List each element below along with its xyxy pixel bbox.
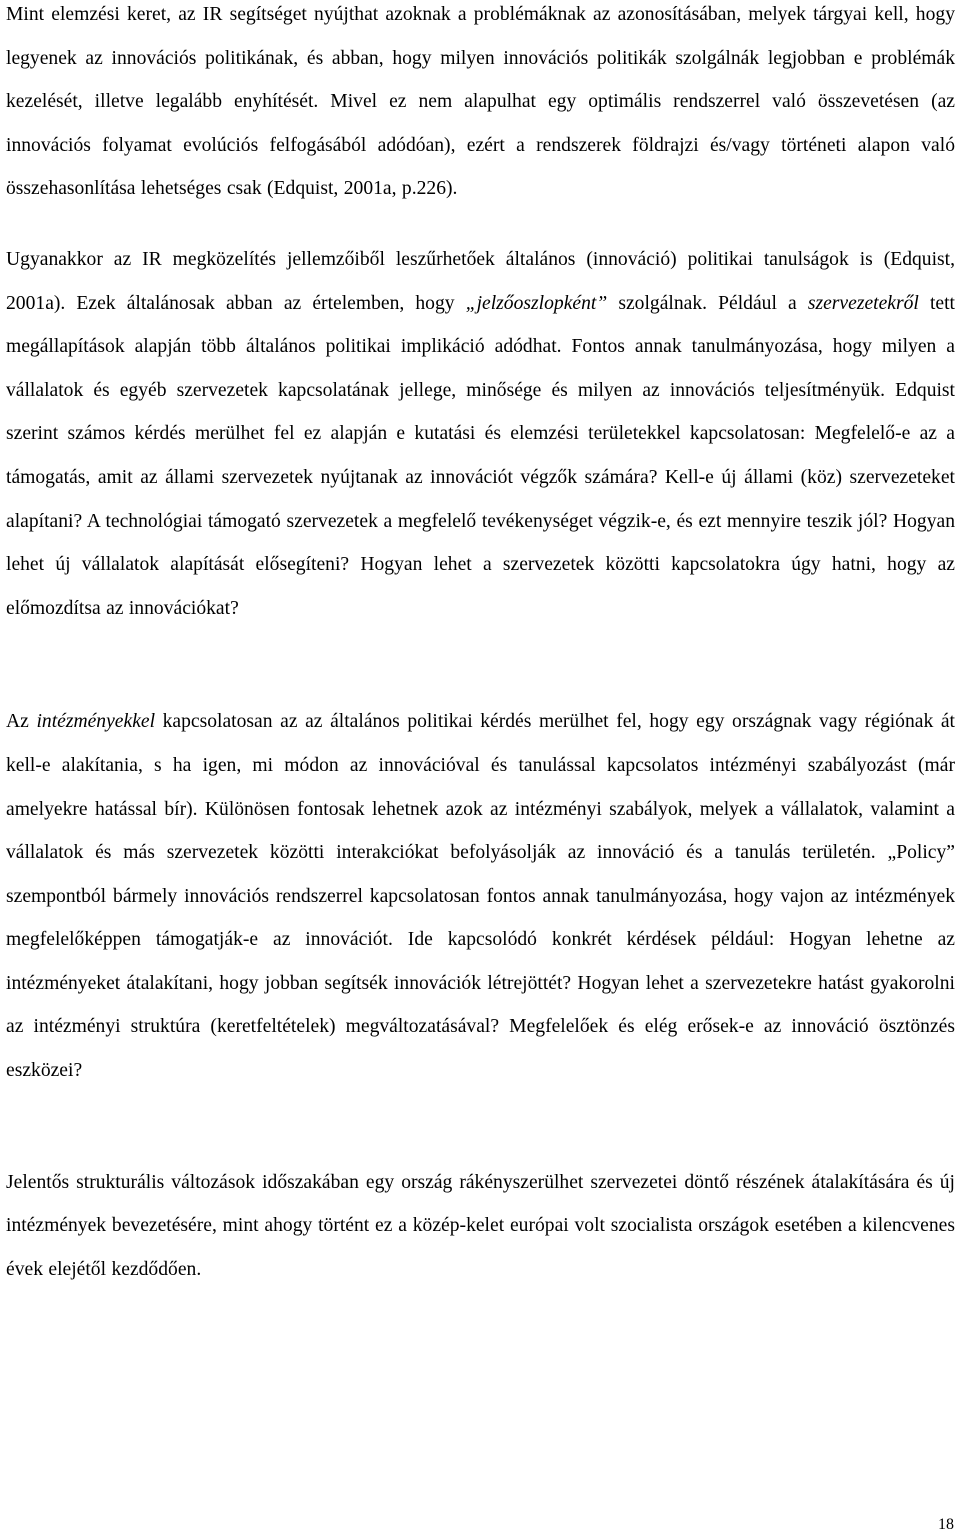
p3-italic-institutions: intézményekkel: [36, 711, 156, 733]
page-number: 18: [938, 1516, 954, 1533]
p2-text-e: tett megállapítások alapján több általános politikai implikáció adódhat. Fontos annak tanulmányozása, hogy milyen a vállalatok és egyéb szervezetek kapcsolatának jellege, minősége és milyen az innovációs teljesítményük. Edquist szerint számos kérdés merülhet fel ez alapján e kutatási és elemzési területekkel kapcsolatosan: Megfelelő-e az a támogatás, amit az állami szervezetek nyújtanak az innovációt végzők számára? Kell-e új állami (köz) szervezeteket alapítani? A technológiai támogató szervezetek a megfelelő tevékenységet végzik-e, és ezt mennyire teszik jól? Hogyan lehet új vállalatok alapítását elősegíteni? Hogyan lehet a szervezetek közötti kapcsolatokra úgy hatni, hogy az előmozdítsa az innovációkat?: [6, 292, 956, 619]
p3-text-a: Az: [6, 711, 37, 733]
p2-italic-signposts: „jelzőoszlopként”: [465, 292, 608, 314]
paragraph-policy-lessons-organizations: [6, 238, 955, 630]
p3-text-c: kapcsolatosan az az általános politikai kérdés merülhet fel, hogy egy országnak vagy régiónak át kell-e alakítania, s ha igen, mi módon az innovációval és tanulással kapcsolatos intézményi szabályozást (már amelyekre hatással bír). Különösen fontosak lehetnek azok az intézményi szabályok, melyek a vállalatok, valamint a vállalatok és más szervezetek közötti interakciókat befolyásolják az innováció és a tanulás területén. „Policy” szempontból bármely innovációs rendszerrel kapcsolatosan fontos annak tanulmányozása, hogy vajon az intézmények megfelelőképpen támogatják-e az innovációt. Ide kapcsolódó konkrét kérdések például: Hogyan lehetne az intézményeket átalakítani, hogy jobban segítsék innovációk létrejöttét? Hogyan lehet a szervezetekre hatást gyakorolni az intézményi struktúra (keretfeltételek) megváltozatásával? Megfelelőek és elég erősek-e az innováció ösztönzés eszközei?: [6, 711, 956, 1082]
paragraph-ir-analysis-framework: Mint elemzési keret, az IR segítséget nyújthat azoknak a problémáknak az azonosításában, melyek tárgyai kell, hogy legyenek az innovációs politikának, és abban, hogy milyen innovációs politikák szolgálnák legjobban e problémák kezelését, illetve legalább enyhítését. Mivel ez nem alapulhat egy optimális rendszerrel való összevetésen (az innovációs folyamat evolúciós felfogásából adódóan), ezért a rendszerek földrajzi és/vagy történeti alapon való összehasonlítása lehetséges csak (Edquist, 2001a, p.226).: [6, 4, 955, 200]
p2-text-c: szolgálnak. Például a: [607, 292, 808, 314]
p2-italic-organizations: szervezetekről: [807, 292, 919, 314]
document-page: [6, 0, 955, 1291]
p2-text-a: Ugyanakkor az IR megközelítés jellemzőiből leszűrhetőek általános (innováció) politikai tanulságok is (Edquist, 2001a). Ezek általánosak abban az értelemben, hogy: [6, 248, 955, 314]
paragraph-structural-change: Jelentős strukturális változások időszakában egy ország rákényszerülhet szervezetei döntő részének átalakítására és új intézmények bevezetésére, mint ahogy történt ez a közép-kelet európai volt szocialista országok esetében a kilencvenes évek elejétől kezdődően.: [6, 1171, 955, 1280]
paragraph-institutions: [6, 700, 955, 1092]
